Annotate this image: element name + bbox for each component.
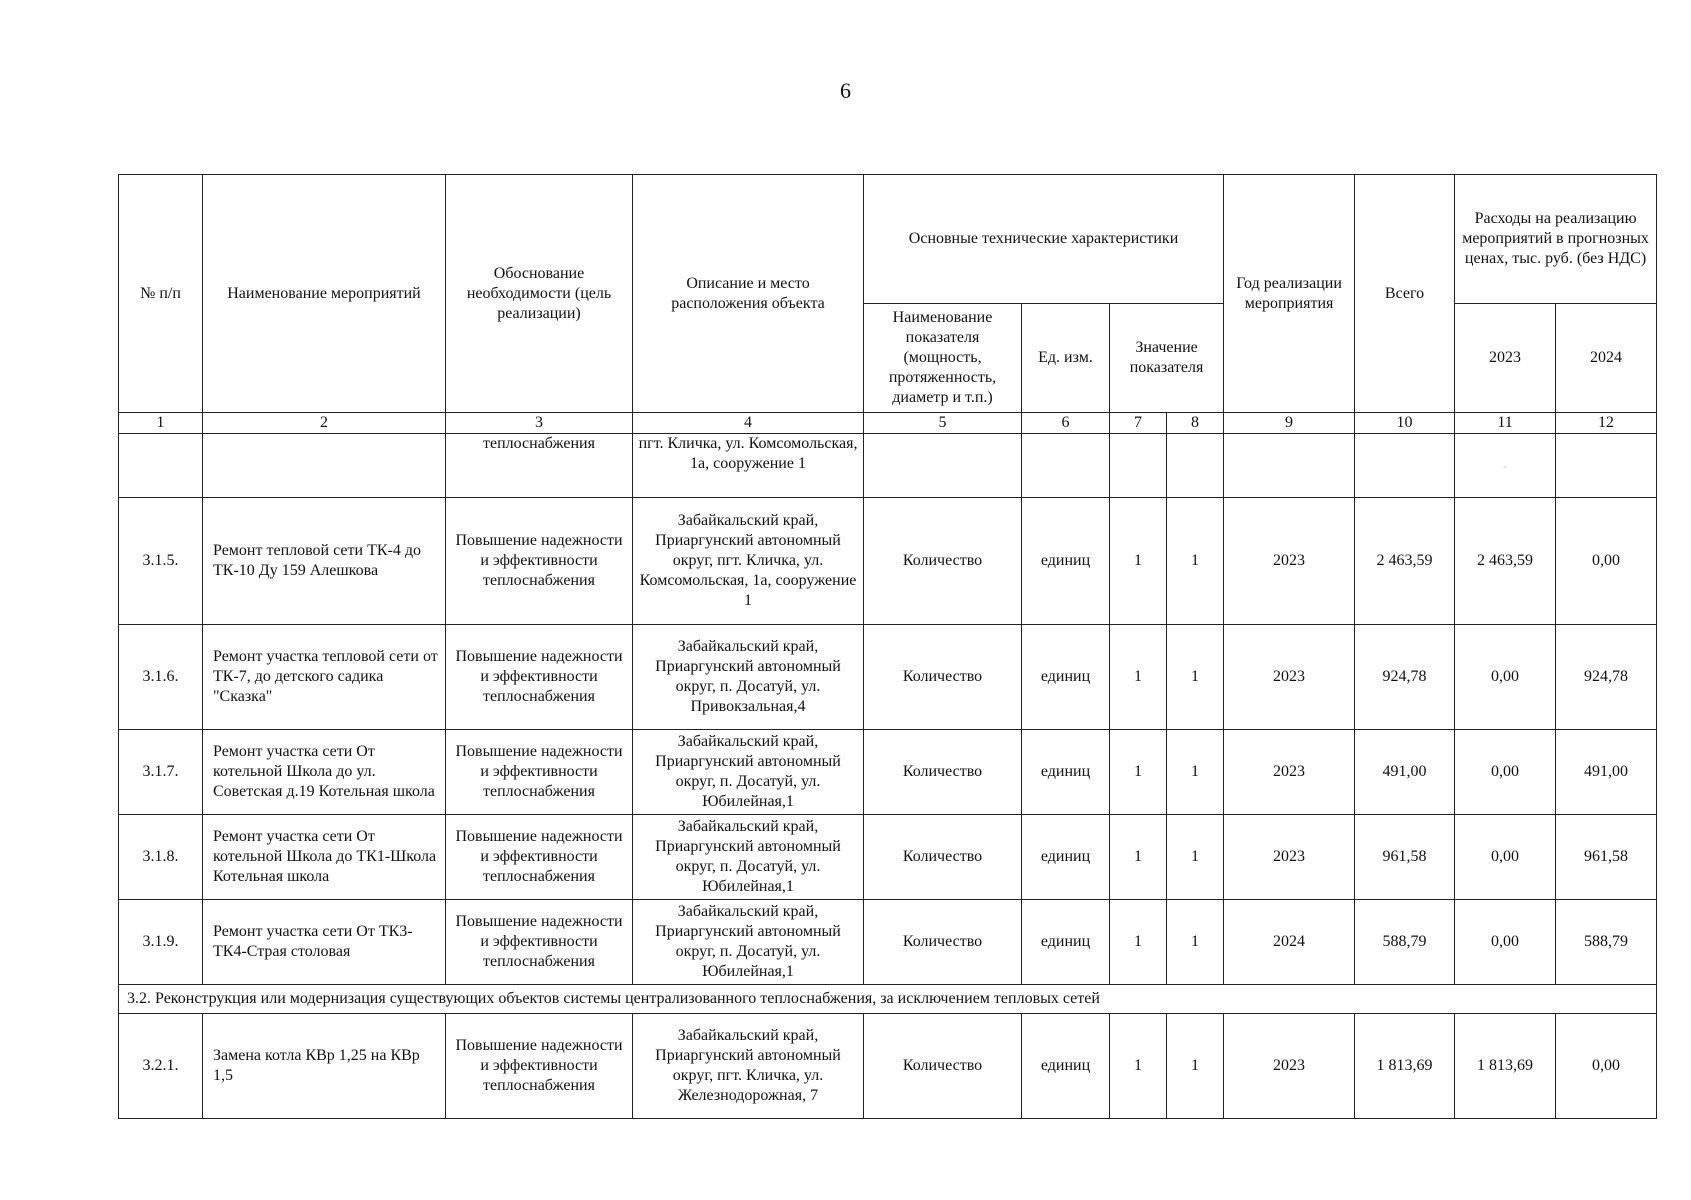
section-row xyxy=(119,985,1657,1014)
cell-description: Забайкальский край, Приаргунский автономный округ, пгт. Кличка, ул. Комсомольская, 1а, сооружение 1 xyxy=(633,498,864,625)
cell-2024: 0,00 xyxy=(1556,1014,1657,1119)
cell-justification: Повышение надежности и эффективности теплоснабжения xyxy=(446,1014,633,1119)
table-row xyxy=(119,625,1657,730)
cell-v7: 1 xyxy=(1110,815,1167,900)
cell-name: Ремонт участка сети От котельной Школа до ул. Советская д.19 Котельная школа xyxy=(203,730,446,815)
cell-justification: Повышение надежности и эффективности теплоснабжения xyxy=(446,625,633,730)
header-indicator-value: Значение показателя xyxy=(1110,304,1224,413)
cell-unit xyxy=(1022,434,1110,498)
column-number: 7 xyxy=(1110,413,1167,434)
column-number: 6 xyxy=(1022,413,1110,434)
cell-num: 3.1.8. xyxy=(119,815,203,900)
cell-2024: 0,00 xyxy=(1556,498,1657,625)
cell-num: 3.1.9. xyxy=(119,900,203,985)
cell-description: Забайкальский край, Приаргунский автономный округ, п. Досатуй, ул. Юбилейная,1 xyxy=(633,900,864,985)
cell-justification: Повышение надежности и эффективности теплоснабжения xyxy=(446,730,633,815)
cell-indicator xyxy=(864,434,1022,498)
investment-program-table xyxy=(118,174,1657,1119)
header-expenses: Расходы на реализацию мероприятий в прогнозных ценах, тыс. руб. (без НДС) xyxy=(1455,175,1657,304)
cell-2023: 1 813,69 xyxy=(1455,1014,1556,1119)
cell-year: 2023 xyxy=(1224,625,1355,730)
cell-unit: единиц xyxy=(1022,498,1110,625)
cell-v7: 1 xyxy=(1110,730,1167,815)
cell-unit: единиц xyxy=(1022,1014,1110,1119)
cell-unit: единиц xyxy=(1022,815,1110,900)
table-row xyxy=(119,730,1657,815)
cell-name: Замена котла КВр 1,25 на КВр 1,5 xyxy=(203,1014,446,1119)
column-number-row xyxy=(119,413,1657,434)
cell-total: 961,58 xyxy=(1355,815,1455,900)
cell-year: 2023 xyxy=(1224,730,1355,815)
cell-year: 2023 xyxy=(1224,815,1355,900)
column-number: 5 xyxy=(864,413,1022,434)
cell-2023: 2 463,59 xyxy=(1455,498,1556,625)
cell-v7: 1 xyxy=(1110,1014,1167,1119)
cell-v8: 1 xyxy=(1167,815,1224,900)
header-name: Наименование мероприятий xyxy=(203,175,446,413)
cell-total: 2 463,59 xyxy=(1355,498,1455,625)
section-title: 3.2. Реконструкция или модернизация существующих объектов системы централизованного теплоснабжения, за исключением тепловых сетей xyxy=(119,985,1657,1014)
cell-2024: 961,58 xyxy=(1556,815,1657,900)
header-indicator-name: Наименование показателя (мощность, протяженность, диаметр и т.п.) xyxy=(864,304,1022,413)
cell-justification: теплоснабжения xyxy=(446,434,633,498)
cell-v7: 1 xyxy=(1110,498,1167,625)
cell-2023: 0,00 xyxy=(1455,815,1556,900)
cell-unit: единиц xyxy=(1022,730,1110,815)
cell-justification: Повышение надежности и эффективности теплоснабжения xyxy=(446,498,633,625)
header-tech-characteristics: Основные технические характеристики xyxy=(864,175,1224,304)
cell-year xyxy=(1224,434,1355,498)
column-number: 8 xyxy=(1167,413,1224,434)
cell-unit: единиц xyxy=(1022,900,1110,985)
cell-v8: 1 xyxy=(1167,730,1224,815)
cell-v7: 1 xyxy=(1110,625,1167,730)
page-number: 6 xyxy=(840,78,851,103)
header-year-2024: 2024 xyxy=(1556,304,1657,413)
cell-v8: 1 xyxy=(1167,498,1224,625)
cell-name: Ремонт участка тепловой сети от ТК-7, до детского садика "Сказка" xyxy=(203,625,446,730)
continuation-row xyxy=(119,434,1657,498)
cell-2024 xyxy=(1556,434,1657,498)
cell-2024: 924,78 xyxy=(1556,625,1657,730)
cell-v8: 1 xyxy=(1167,625,1224,730)
column-number: 10 xyxy=(1355,413,1455,434)
cell-description: пгт. Кличка, ул. Комсомольская, 1а, сооружение 1 xyxy=(633,434,864,498)
cell-2023: 0,00 xyxy=(1455,900,1556,985)
cell-description: Забайкальский край, Приаргунский автономный округ, пгт. Кличка, ул. Железнодорожная, 7 xyxy=(633,1014,864,1119)
cell-v8: 1 xyxy=(1167,1014,1224,1119)
header-year-2023: 2023 xyxy=(1455,304,1556,413)
cell-total: 588,79 xyxy=(1355,900,1455,985)
cell-name: Ремонт тепловой сети ТК-4 до ТК-10 Ду 159 Алешкова xyxy=(203,498,446,625)
cell-num: 3.1.5. xyxy=(119,498,203,625)
header-total: Всего xyxy=(1355,175,1455,413)
column-number: 1 xyxy=(119,413,203,434)
header-year: Год реализации мероприятия xyxy=(1224,175,1355,413)
cell-justification: Повышение надежности и эффективности теплоснабжения xyxy=(446,815,633,900)
cell-indicator: Количество xyxy=(864,815,1022,900)
cell-num: 3.1.7. xyxy=(119,730,203,815)
cell-name xyxy=(203,434,446,498)
header-justification: Обоснование необходимости (цель реализации) xyxy=(446,175,633,413)
cell-num: 3.1.6. xyxy=(119,625,203,730)
cell-2024: 588,79 xyxy=(1556,900,1657,985)
header-description: Описание и место расположения объекта xyxy=(633,175,864,413)
header-num: № п/п xyxy=(119,175,203,413)
cell-2023: 0,00 xyxy=(1455,730,1556,815)
cell-total: 491,00 xyxy=(1355,730,1455,815)
table-row xyxy=(119,900,1657,985)
cell-indicator: Количество xyxy=(864,1014,1022,1119)
table-row xyxy=(119,498,1657,625)
cell-justification: Повышение надежности и эффективности теплоснабжения xyxy=(446,900,633,985)
cell-v8 xyxy=(1167,434,1224,498)
cell-year: 2023 xyxy=(1224,498,1355,625)
cell-v8: 1 xyxy=(1167,900,1224,985)
cell-total: 924,78 xyxy=(1355,625,1455,730)
cell-num: 3.2.1. xyxy=(119,1014,203,1119)
column-number: 2 xyxy=(203,413,446,434)
cell-description: Забайкальский край, Приаргунский автономный округ, п. Досатуй, ул. Привокзальная,4 xyxy=(633,625,864,730)
header-unit: Ед. изм. xyxy=(1022,304,1110,413)
cell-year: 2023 xyxy=(1224,1014,1355,1119)
cell-indicator: Количество xyxy=(864,625,1022,730)
cell-name: Ремонт участка сети От котельной Школа до ТК1-Школа Котельная школа xyxy=(203,815,446,900)
cell-indicator: Количество xyxy=(864,498,1022,625)
cell-unit: единиц xyxy=(1022,625,1110,730)
table-row xyxy=(119,1014,1657,1119)
cell-2024: 491,00 xyxy=(1556,730,1657,815)
column-number: 9 xyxy=(1224,413,1355,434)
cell-v7: 1 xyxy=(1110,900,1167,985)
cell-indicator: Количество xyxy=(864,900,1022,985)
table-row xyxy=(119,815,1657,900)
scan-mark: - xyxy=(1503,458,1508,473)
column-number: 11 xyxy=(1455,413,1556,434)
cell-2023: 0,00 xyxy=(1455,625,1556,730)
cell-num xyxy=(119,434,203,498)
cell-v7 xyxy=(1110,434,1167,498)
column-number: 4 xyxy=(633,413,864,434)
cell-description: Забайкальский край, Приаргунский автономный округ, п. Досатуй, ул. Юбилейная,1 xyxy=(633,815,864,900)
cell-2023 xyxy=(1455,434,1556,498)
column-number: 12 xyxy=(1556,413,1657,434)
column-number: 3 xyxy=(446,413,633,434)
cell-name: Ремонт участка сети От ТК3-ТК4-Страя столовая xyxy=(203,900,446,985)
cell-total: 1 813,69 xyxy=(1355,1014,1455,1119)
cell-description: Забайкальский край, Приаргунский автономный округ, п. Досатуй, ул. Юбилейная,1 xyxy=(633,730,864,815)
cell-indicator: Количество xyxy=(864,730,1022,815)
cell-year: 2024 xyxy=(1224,900,1355,985)
cell-total xyxy=(1355,434,1455,498)
